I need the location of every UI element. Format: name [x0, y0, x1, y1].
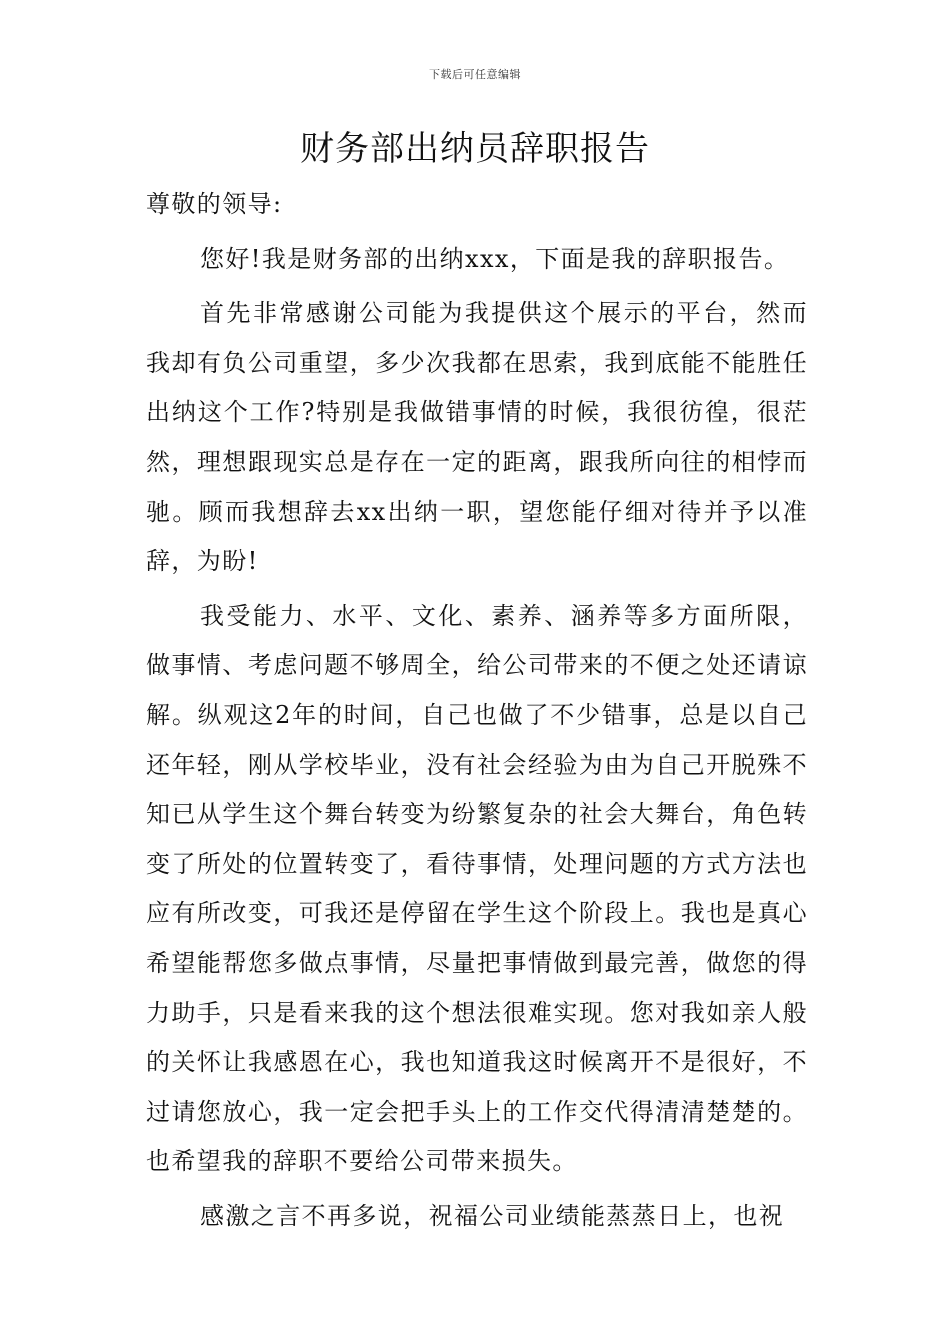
document-body: [146, 180, 808, 1241]
paragraph-greeting: 您好!我是财务部的出纳xxx，下面是我的辞职报告。: [200, 244, 790, 273]
paragraph-reasons: 我受能力、水平、文化、素养、涵养等多方面所限，做事情、考虑问题不够周全，给公司带来的不便之处还请谅解。纵观这2年的时间，自己也做了不少错事，总是以自己还年轻，刚从学校毕业，没有社会经验为由为自己开脱殊不知已从学生这个舞台转变为纷繁复杂的社会大舞台，角色转变了所处的位置转变了，看待事情，处理问题的方式方法也应有所改变，可我还是停留在学生这个阶段上。我也是真心希望能帮您多做点事情，尽量把事情做到最完善，做您的得力助手，只是看来我的这个想法很难实现。您对我如亲人般的关怀让我感恩在心，我也知道我这时候离开不是很好，不过请您放心，我一定会把手头上的工作交代得清清楚楚的。也希望我的辞职不要给公司带来损失。: [146, 601, 808, 1176]
salutation: 尊敬的领导:: [146, 190, 283, 218]
paragraph-closing: 感激之言不再多说，祝福公司业绩能蒸蒸日上，也祝: [200, 1201, 785, 1230]
paragraph-thanks: 首先非常感谢公司能为我提供这个展示的平台，然而我却有负公司重望，多少次我都在思索，我到底能不能胜任出纳这个工作?特别是我做错事情的时候，我很彷徨，很茫然，理想跟现实总是存在一定的距离，跟我所向往的相悖而驰。顾而我想辞去xx出纳一职，望您能仔细对待并予以准辞，为盼!: [146, 299, 808, 576]
document-title: 财务部出纳员辞职报告: [300, 129, 650, 169]
header-note: 下载后可任意编辑: [429, 68, 521, 81]
